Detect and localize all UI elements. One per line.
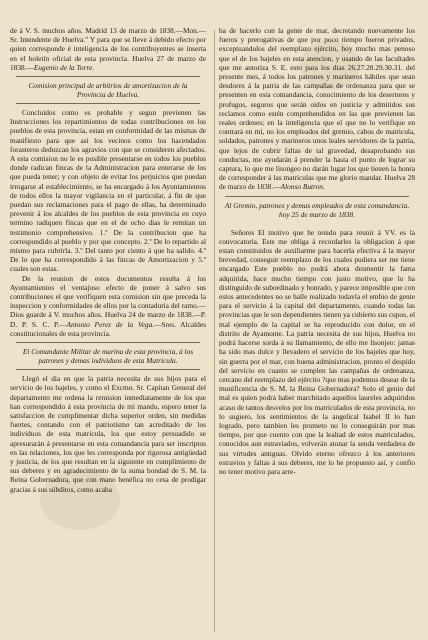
left-paragraph-1: Concluidos como es probable y segun previenen las Instrucciones los repartimientos de todas contribuciones en los pueblos de esta provincia, estan en conformidad de las mismas de manifiesto para que asi los vecinos como los hacendados forasteros deduzcan los agravios con que se consideren afectados. A esta comision no le es posible presentarse en todos los pueblos donde radican fincas de la Administracion para enterarse de los que pueda tener; y con objeto de evitar los perjuicios que puedan irrogarse al establecimiento, se ha encargado á los Ayuntamientos de todos ellos la mayor vigilancia en el particular, á fin de que puedan sus reclamaciones para el pago de ellas, ha determinado prevenir á los alcaldes de los pueblos de esta provincia en cuyo termino radiquen fincas que en el de ocho dias le remitan un testimonio comprehensivo. 1.º De la contribucion que ha correspondido al pueblo y por que concepto. 2.º De lo repartido al mismo para cubrirla. 3.º Del tanto por ciento á que ha salido. 4.º De lo que ha correspondido á las fincas de Amortizacion y 5.º cuales son estas. [10,108,206,274]
left-paragraph-2-signature: Antonio Perez de la Vega. [66,319,155,329]
section-divider [16,342,200,343]
left-column [10,26,206,494]
left-paragraph-2-text: De la reunion de estos documentos resulta á los Ayuntamientos el ventajoso efecto de poner á salvo sus contribuciones el que verifiquen esta comision sin que preceda la inspeccion y conformidades de ellos por la contaduria del ramo.—Dios guarde á V. muchos años. Huelva 24 de marzo de 1838.—P. D. P. S. C. P.— [10,273,206,329]
right-paragraph-1 [219,26,415,192]
left-paragraph-3: Llegó el dia en que la patria necesita de sus hijos para el servicio de los bajeles, y como el Excmo. Sr. Capitan General del departamento me ordena la remision inmediatamente de los que han correspondido á esta provincia de mi mando, espero tener la satisfaccion de cumplimentar dicha superior orden, sin medidas fuertes, contando con el patriotismo tan acreditado de los individuos de esta matricula, los que estoy persuadido se apresurarán á presentarse en esta comandancia para ser inscriptos en las relaciones, los que les corresponda por rigorosa antigüedad y justicia, de los que resultan en la siguiente en cumplimiento de sus deberes y en agradecimiento de la suma bondad de S. M. la Reina Gobernadora, que con mano benéfica no cesa de prodigar gracias á sus súbditos, como acaba [10,374,206,494]
left-top-signature: Eugenio de la Torre. [33,62,95,72]
right-column [219,26,415,476]
column-divider [214,30,215,632]
section-divider [225,196,409,197]
right-paragraph-1-signature: Alonso Butron. [280,182,325,192]
section-heading-marina: El Comandante Militar de marina de esta provincia, á los patrones y demas individuos de esta Matricula. [22,347,194,366]
right-paragraph-2: Señores El motivo que he tenido para reunir á VV. es la convocatoria. Este me obliga á recordarles la obligacion á que estan constituidos de auxiliarme para hacerla efectiva á la mayor brevedad, conseguir reemplazo de los cuales pudiera ser me tiene encargado Este pueblo no podrá ahora desmentir la fama adquirida, hace mucho tiempo con justo motivo, que lo ha distinguido de subordinado y honrado, y parece imposible que con estos antecedentes no se halle realizado todavía el embio de gente para el servicio á la capital del departamento, cuando todas las provincias que le son dependientes tienen ya cubierto sus cupos, el mal ejemplo de la capital se ha reproducido con dolor, en el distrito de Ayamonte. La patria necesita de sus hijos, Huelva no podrá hacerse sorda á su llamamiento, de ello me lisonjeo: jamas ha sido mas dulce y llevadero el servicio de los bajeles que hoy, sin guerra por el mar, con buena administracion, pronto el despido del servicio en cuanto se cumplen las campañas de ordenanza, cercano del reemplazo del ejército ?que mas podemos desear de la munificencia de S. M. la Reina Gobernadora? Solo el genio del mal es quien podrá haber marchitado aquellos laureles adquiridos acaso de tantos desvelos por los matriculados de esta provincia, no lo sugiero, los sentimientos de la angelical Isabel II lo han logrado, pero tambien les prometo no lo conseguirán por mas tiempo, por que cuento con que la lealtad de estos matriculados, conocidos aun estraviados, volverán atonar la senda verdadera de sus virtudes antiguas. Olvido eterno ofrezco á los anteriores estravios y faltas á sus deberes, me lo he propuesto así, y confio no tener motivo para arre- [219,227,415,476]
section-divider [16,103,200,104]
left-top-paragraph [10,26,206,72]
section-divider [16,76,200,77]
section-heading-gremio: Al Gremio, patrones y demas empleados de esta comandancia, hoy 25 de marzo de 1838. [224,200,410,219]
left-paragraph-2 [10,274,206,338]
left-paragraph-2-end: —Sres. Alcaldes constitucionales de esta provincia. [10,319,206,338]
left-top-text: de á V. S. muchos años. Madrid 13 de marzo de 1838.—Mon.—Sr. Intendente de Huelva." Y para que se lleve á debido efecto por quien corresponde é inteligencia de los contribuyentes se inserta en el boletín oficial de esta provincia. Huelva 27 de marzo de 1838.— [10,26,206,72]
right-paragraph-1-text: ba de hacerlo con la gente de mar, decretando nuevamente los fueros y prerogativas de que por poco tiempo fueron privados, exceptuandolos del reemplazo ejército, hoy mucho mas penoso que el de los bajeles en esta atencion, y usando de las facultades que me autoriza S. E. esto para los dias 26.27.28.29.30.31. del presente mes, á todos los patrones y marineros hábiles que sean desdores á la patria de las campañas de ordenanza para que se presenten en esta comandancia, conocimiento de los desertores y profugos, seguros que serán oidos en justicia y admitidos sus reclamos como estén comprehendidos en las que previenen las reales ordenes; en la inteligencia que el que no lo verifique en contrará en mí, no los empleados del gremio, cabos de matricula, soldados, patrones y marineros unos leales servidores de la patria, que lejos de cubrir faltas de tal gravedad, desaprobando sus conductas, me ayudarán á prender la hasta el punto de lograr su captura, lo que me lisongeo no darán lugar los que tienen la honra de corresponder á las matriculas que me glorio mandar. Huelva 28 de marzo de 1838.— [219,26,415,192]
section-divider [16,369,200,370]
section-heading-amortizacion: Comision principal de arbitrios de amortizacion de la Provincia de Huelva. [28,81,188,100]
